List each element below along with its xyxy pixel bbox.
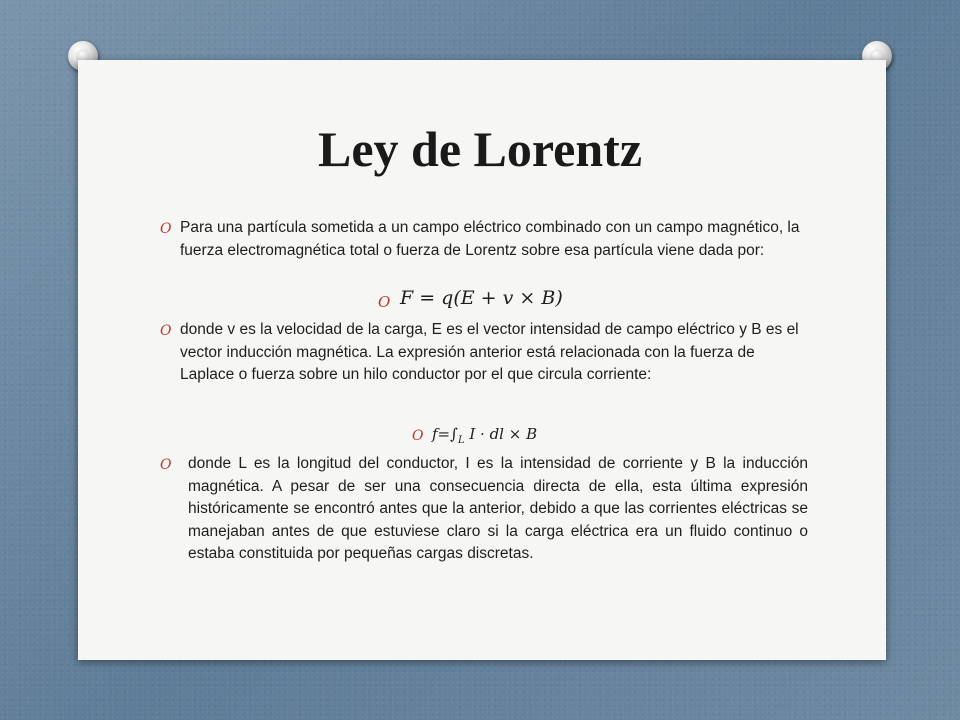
slide-title: Ley de Lorentz bbox=[317, 121, 643, 177]
laplace-force-formula bbox=[432, 425, 537, 446]
paragraph-history: donde L es la longitud del conductor, I es la intensidad de corriente y B la inducción magnética. A pesar de ser una consecuencia directa de ella, esta última expresión históricamente se encontró antes que la anterior, debido a que las corrientes eléctricas se manejaban antes de que estuviese claro si la carga eléctrica era un fluido continuo o estaba constituida por pequeñas cargas discretas. bbox=[188, 455, 808, 562]
bullet-marker-icon: O bbox=[412, 428, 424, 444]
formula-rhs: I · dl × B bbox=[464, 425, 538, 443]
bullet-marker-icon: O bbox=[378, 293, 391, 311]
bullet-marker-icon: O bbox=[160, 323, 172, 339]
lorentz-force-formula: F = q(E + v × B) bbox=[400, 287, 563, 309]
formula-lhs: f=∫ bbox=[432, 425, 458, 443]
bullet-marker-icon: O bbox=[160, 457, 172, 473]
paragraph-intro: Para una partícula sometida a un campo eléctrico combinado con un campo magnético, la fuerza electromagnética total o fuerza de Lorentz sobre esa partícula viene dada por: bbox=[180, 219, 800, 259]
formula-subscript: L bbox=[457, 435, 465, 446]
bullet-marker-icon: O bbox=[160, 221, 172, 237]
paragraph-definitions: donde v es la velocidad de la carga, E es el vector intensidad de campo eléctrico y B es el vector inducción magnética. La expresión anterior está relacionada con la fuerza de Laplace o fuerza sobre un hilo conductor por el que circula corriente: bbox=[180, 321, 799, 383]
